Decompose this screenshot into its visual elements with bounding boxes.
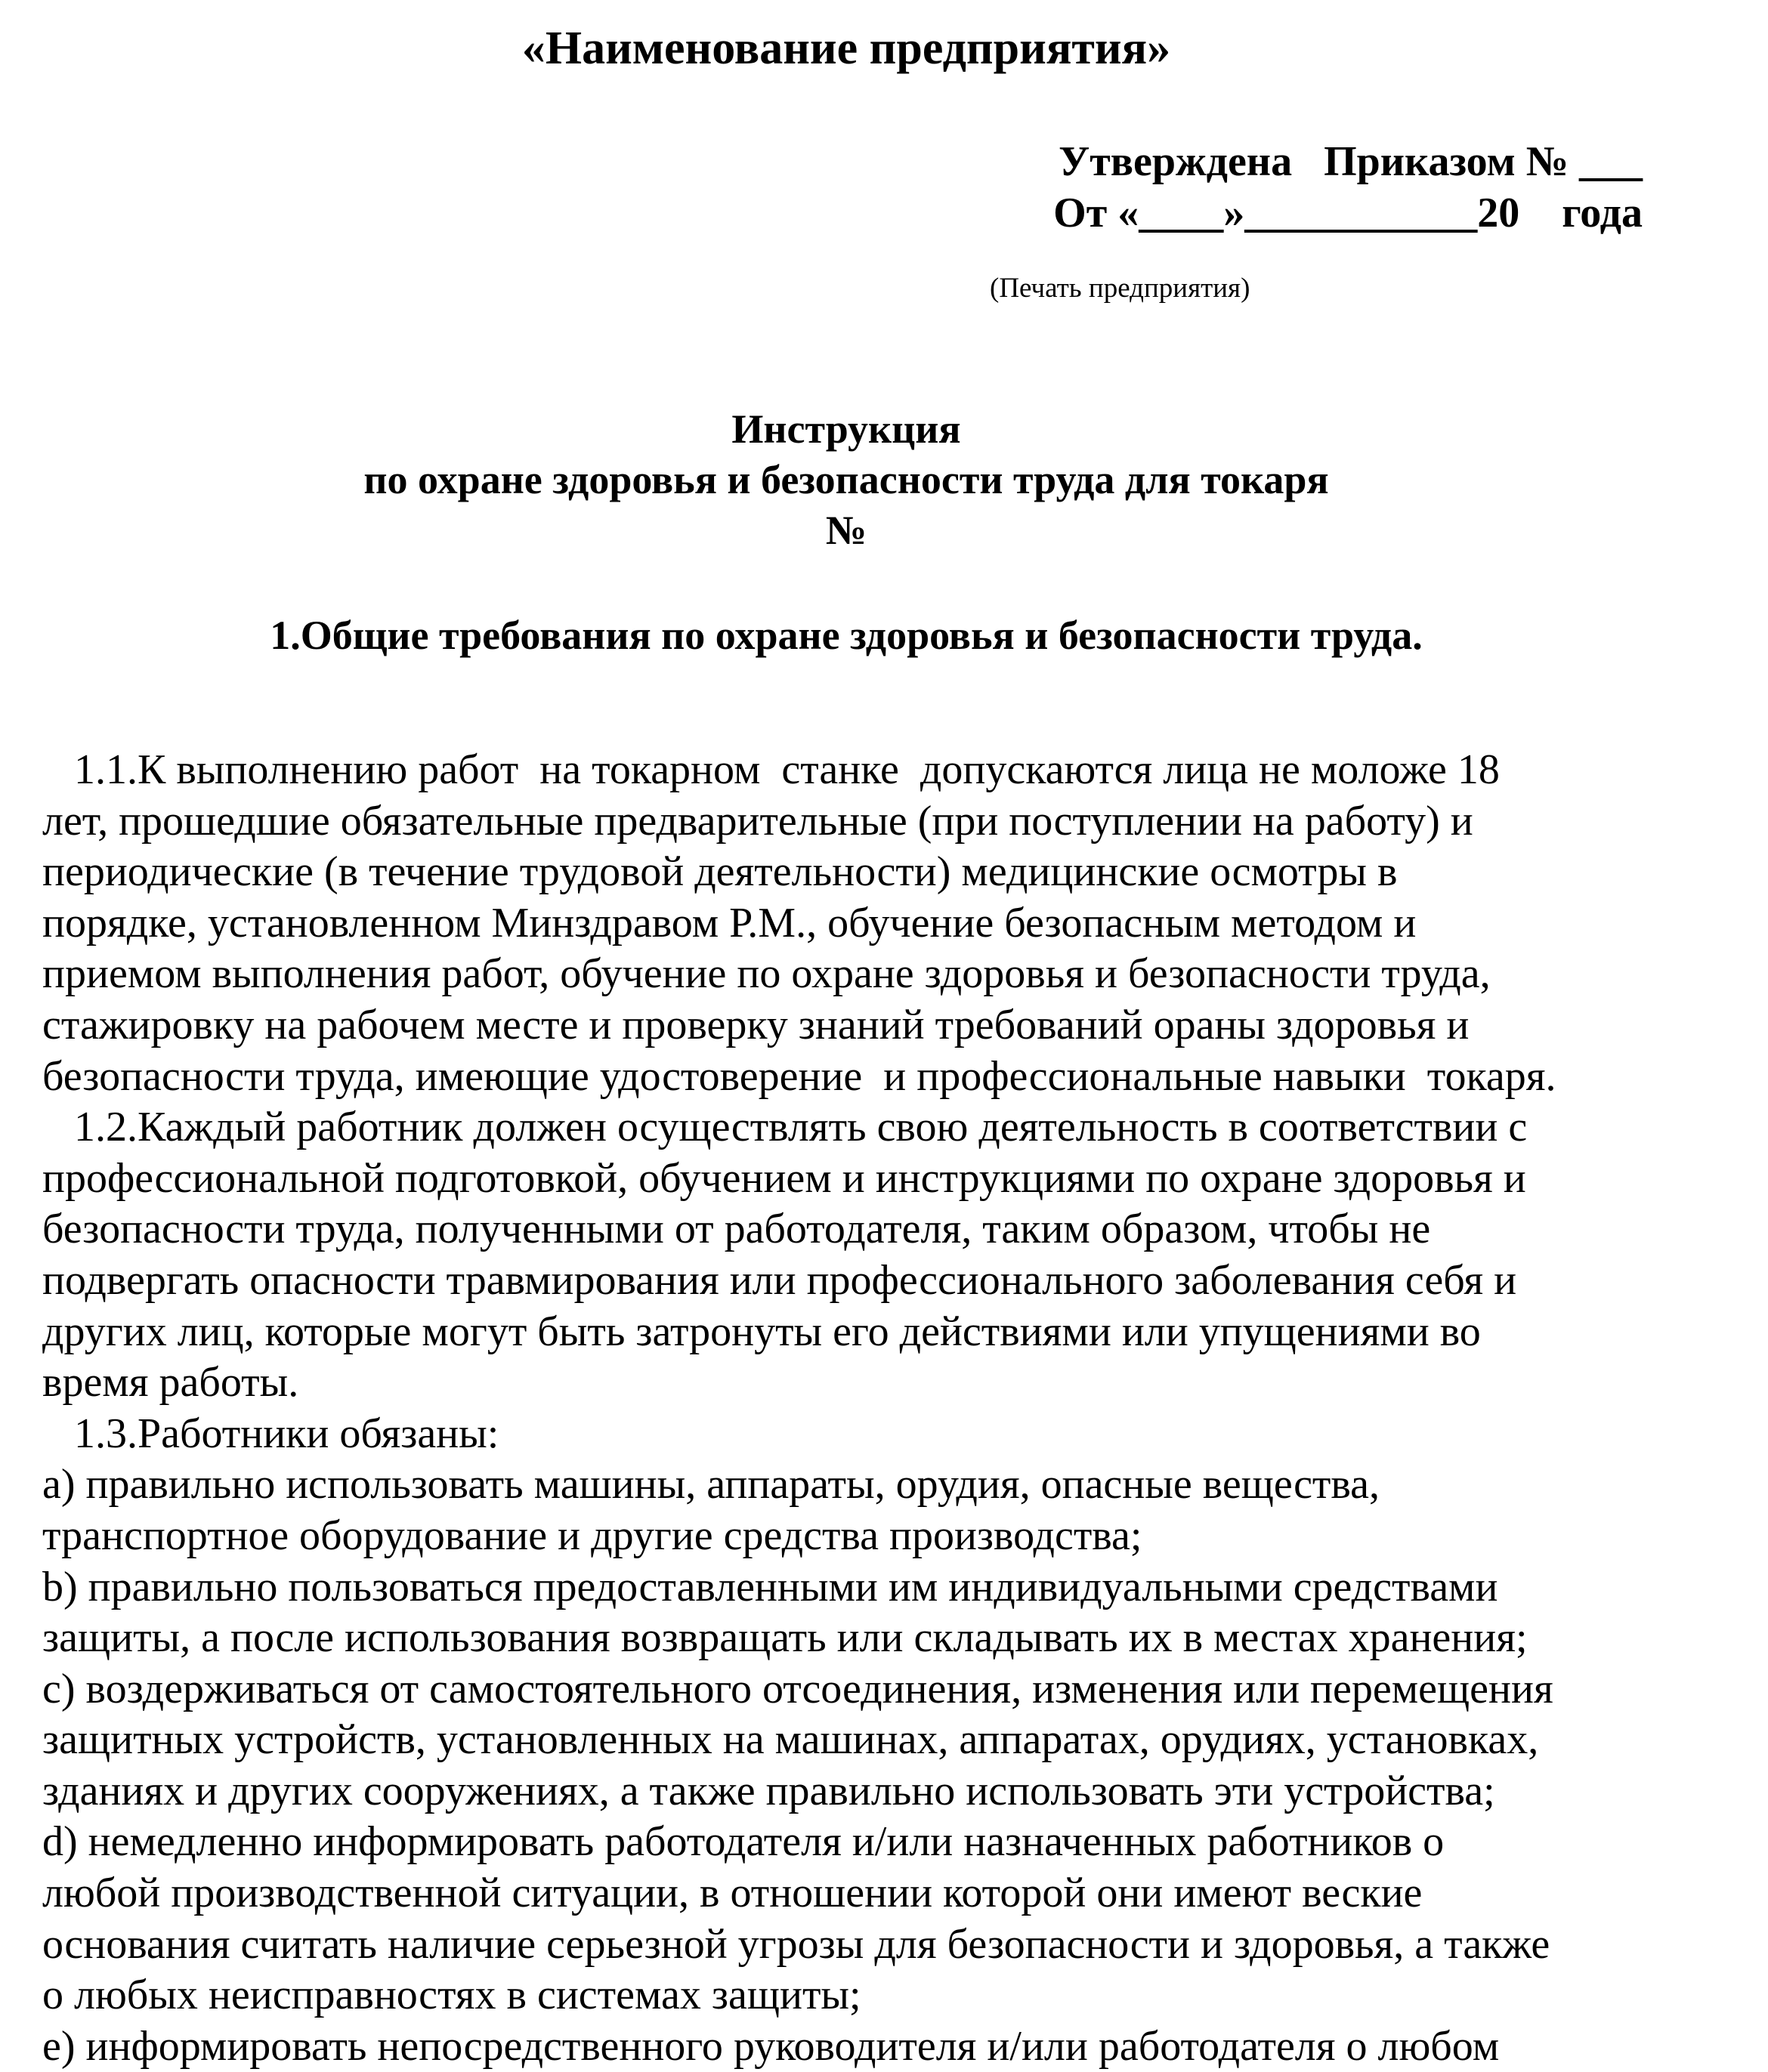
- body-line: e) информировать непосредственного руководителя и/или работодателя о любом: [42, 2022, 1500, 2070]
- body-line: c) воздерживаться от самостоятельного отсоединения, изменения или перемещения: [42, 1665, 1553, 1712]
- body-line: 1.1.К выполнению работ на токарном станке допускаются лица не моложе 18: [42, 746, 1500, 793]
- approval-date-line: От «____»___________20 года: [1053, 190, 1643, 236]
- section-1-body: [42, 745, 1689, 2072]
- body-line: порядке, установленном Минздравом Р.М., обучение безопасным методом и: [42, 899, 1417, 946]
- body-line: транспортное оборудование и другие средства производства;: [42, 1512, 1142, 1559]
- body-line: приемом выполнения работ, обучение по охране здоровья и безопасности труда,: [42, 950, 1491, 998]
- body-line: о любых неисправностях в системах защиты;: [42, 1972, 861, 2019]
- approval-block: [1053, 136, 1643, 239]
- seal-note: (Печать предприятия): [990, 273, 1250, 304]
- body-line: других лиц, которые могут быть затронуты его действиями или упущениями во: [42, 1308, 1481, 1355]
- body-line: 1.3.Работники обязаны:: [42, 1410, 499, 1457]
- body-line: периодические (в течение трудовой деятельности) медицинские осмотры в: [42, 848, 1398, 896]
- body-line: любой производственной ситуации, в отношении которой они имеют веские: [42, 1870, 1423, 1917]
- body-line: стажировку на рабочем месте и проверку знаний требований ораны здоровья и: [42, 1001, 1470, 1048]
- body-line: защитных устройств, установленных на машинах, аппаратах, орудиях, установках,: [42, 1716, 1539, 1764]
- title-line-2: по охране здоровья и безопасности труда для токаря: [363, 457, 1329, 502]
- body-line: время работы.: [42, 1359, 299, 1407]
- body-line: подвергать опасности травмирования или профессионального заболевания себя и: [42, 1256, 1517, 1304]
- section-1-heading: 1.Общие требования по охране здоровья и безопасности труда.: [270, 613, 1423, 658]
- body-line: 1.2.Каждый работник должен осуществлять свою деятельность в соответствии с: [42, 1104, 1528, 1151]
- body-line: профессиональной подготовкой, обучением и инструкциями по охране здоровья и: [42, 1154, 1526, 1202]
- body-line: b) правильно пользоваться предоставленными им индивидуальными средствами: [42, 1563, 1498, 1610]
- body-line: лет, прошедшие обязательные предварительные (при поступлении на работу) и: [42, 797, 1473, 845]
- body-line: зданиях и других сооружениях, а также правильно использовать эти устройства;: [42, 1767, 1495, 1814]
- document-title: [0, 404, 1692, 556]
- approval-order-line: Утверждена Приказом № ___: [1059, 138, 1643, 185]
- title-line-3: №: [825, 508, 867, 553]
- body-line: d) немедленно информировать работодателя и/или назначенных работников о: [42, 1818, 1445, 1866]
- company-name: «Наименование предприятия»: [521, 23, 1171, 74]
- body-line: безопасности труда, имеющие удостоверение и профессиональные навыки токаря.: [42, 1052, 1556, 1100]
- body-line: a) правильно использовать машины, аппараты, орудия, опасные вещества,: [42, 1461, 1380, 1508]
- body-line: защиты, а после использования возвращать или складывать их в местах хранения;: [42, 1614, 1528, 1662]
- title-line-1: Инструкция: [731, 406, 961, 452]
- body-line: основания считать наличие серьезной угрозы для безопасности и здоровья, а также: [42, 1920, 1550, 1968]
- body-line: безопасности труда, полученными от работодателя, таким образом, чтобы не: [42, 1206, 1431, 1253]
